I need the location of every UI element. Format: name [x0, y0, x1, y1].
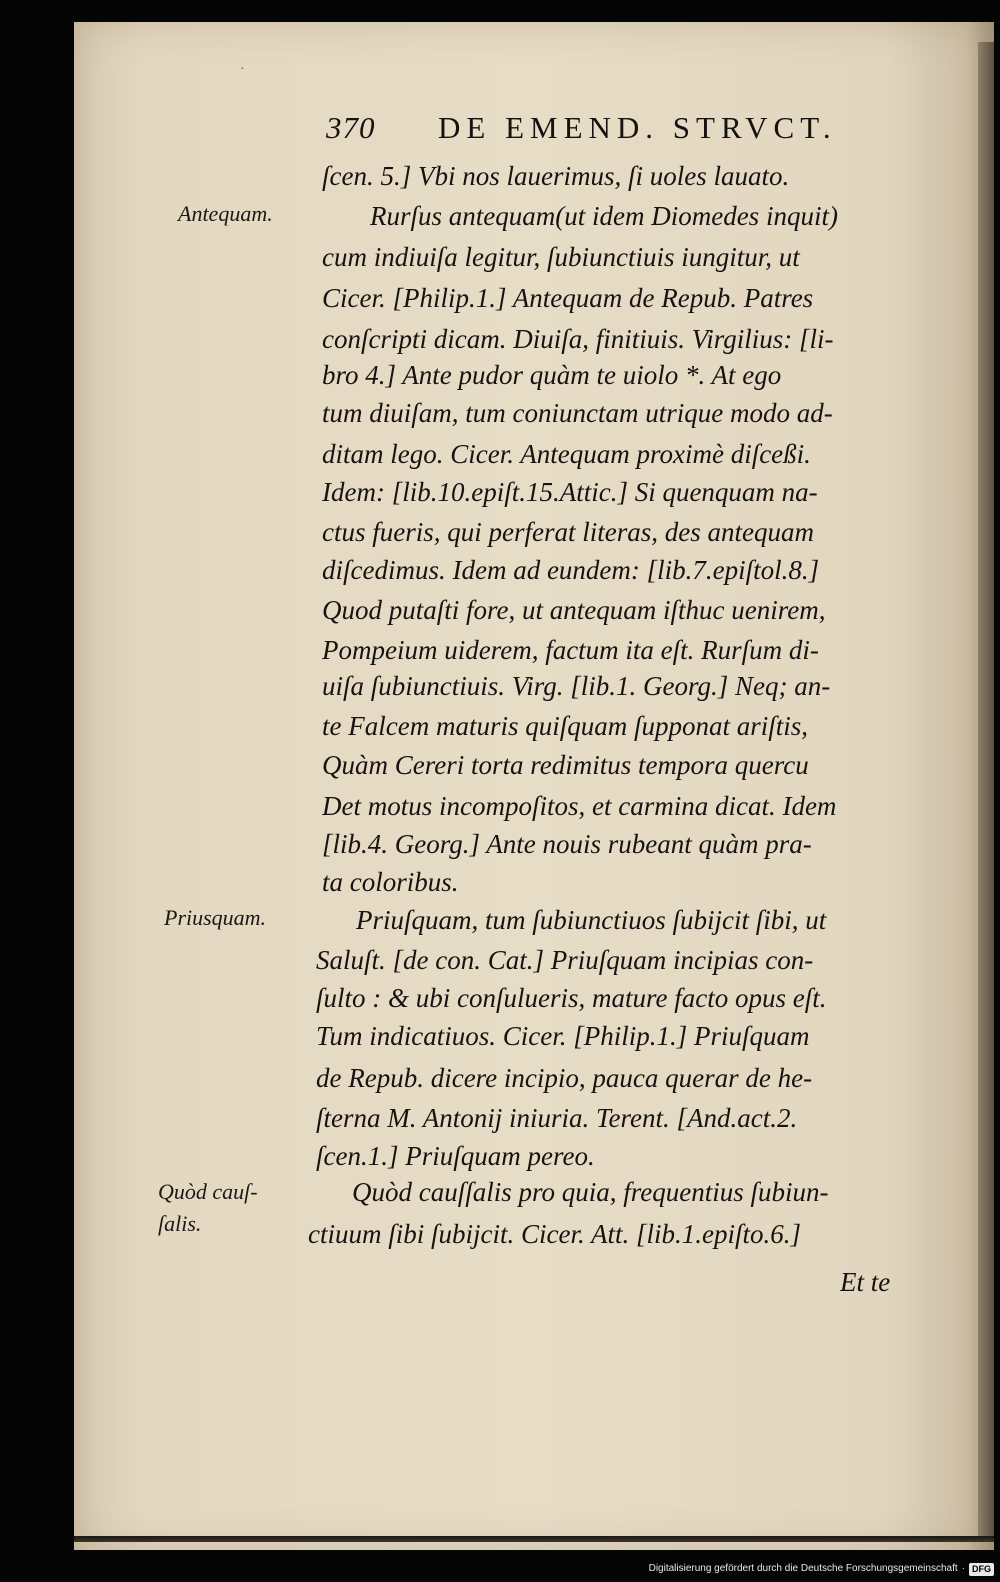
footer-text: Digitalisierung gefördert durch die Deutsche Forschungsgemeinschaft [648, 1563, 958, 1574]
digitization-footer: Digitalisierung gefördert durch die Deutsche Forschungsgemeinschaft · DFG [649, 1560, 994, 1578]
text-line: Quàm Cereri torta redimitus tempora quercu [322, 750, 809, 780]
text-line: Idem: [lib.10.epiſt.15.Attic.] Si quenquam na- [322, 477, 818, 507]
page-number: 370 [326, 110, 376, 145]
text-line: tum diuiſam, tum coniunctam utrique modo ad- [322, 398, 833, 428]
margin-note-antequam: Antequam. [178, 201, 273, 226]
page-edge [978, 42, 994, 1542]
text-line: ſterna M. Antonij iniuria. Terent. [And.act.2. [316, 1103, 798, 1133]
text-line: cum indiuiſa legitur, ſubiunctiuis iungitur, ut [322, 242, 800, 272]
text-line: ſcen.1.] Priuſquam pereo. [316, 1141, 595, 1171]
text-line: ctus fueris, qui perferat literas, des antequam [322, 517, 814, 547]
text-line: te Falcem maturis quiſquam ſupponat ariſtis, [322, 711, 808, 741]
text-line: Priuſquam, tum ſubiunctiuos ſubijcit ſibi, ut [356, 905, 827, 935]
text-line: de Repub. dicere incipio, pauca querar de he- [316, 1063, 813, 1093]
text-line: Tum indicatiuos. Cicer. [Philip.1.] Priuſquam [316, 1021, 810, 1051]
text-line: Det motus incompoſitos, et carmina dicat. Idem [322, 791, 837, 821]
catchword: Et te [840, 1267, 891, 1297]
margin-note-priusquam: Priusquam. [164, 905, 267, 930]
text-line: Quod putaſti fore, ut antequam iſthuc uenirem, [322, 595, 826, 625]
running-head [326, 110, 926, 150]
text-line: conſcripti dicam. Diuiſa, finitiuis. Virgilius: [li- [322, 324, 834, 354]
text-line: Pompeium uiderem, factum ita eſt. Rurſum di- [322, 635, 819, 665]
text-line: ditam lego. Cicer. Antequam proximè diſceßi. [322, 439, 811, 469]
text-line: Cicer. [Philip.1.] Antequam de Repub. Patres [322, 283, 814, 313]
text-line: diſcedimus. Idem ad eundem: [lib.7.epiſtol.8.] [322, 555, 820, 585]
text-line: ta coloribus. [322, 867, 459, 897]
text-line: ſulto : & ubi conſulueris, mature facto opus eſt. [316, 983, 827, 1013]
text-line: uiſa ſubiunctiuis. Virg. [lib.1. Georg.] Neq; an- [322, 671, 831, 701]
running-title: DE EMEND. STRVCT. [438, 110, 837, 145]
paper-speck: · [240, 62, 245, 77]
margin-note-quod-1: Quòd cauſ- [158, 1179, 258, 1204]
text-line: ſcen. 5.] Vbi nos lauerimus, ſi uoles lauato. [322, 161, 790, 191]
page-bottom-edge [74, 1536, 994, 1542]
text-line: Rurſus antequam(ut idem Diomedes inquit) [370, 201, 838, 231]
text-line: [lib.4. Georg.] Ante nouis rubeant quàm pra- [322, 829, 812, 859]
text-line: Quòd cauſſalis pro quia, frequentius ſubiun- [352, 1177, 829, 1207]
dfg-logo-icon: DFG [969, 1563, 994, 1576]
text-line: Saluſt. [de con. Cat.] Priuſquam incipias con- [316, 945, 814, 975]
margin-note-quod-2: ſalis. [158, 1211, 202, 1236]
text-line: ctiuum ſibi ſubijcit. Cicer. Att. [lib.1.epiſto.6.] [308, 1219, 801, 1249]
text-line: bro 4.] Ante pudor quàm te uiolo *. At ego [322, 360, 782, 390]
